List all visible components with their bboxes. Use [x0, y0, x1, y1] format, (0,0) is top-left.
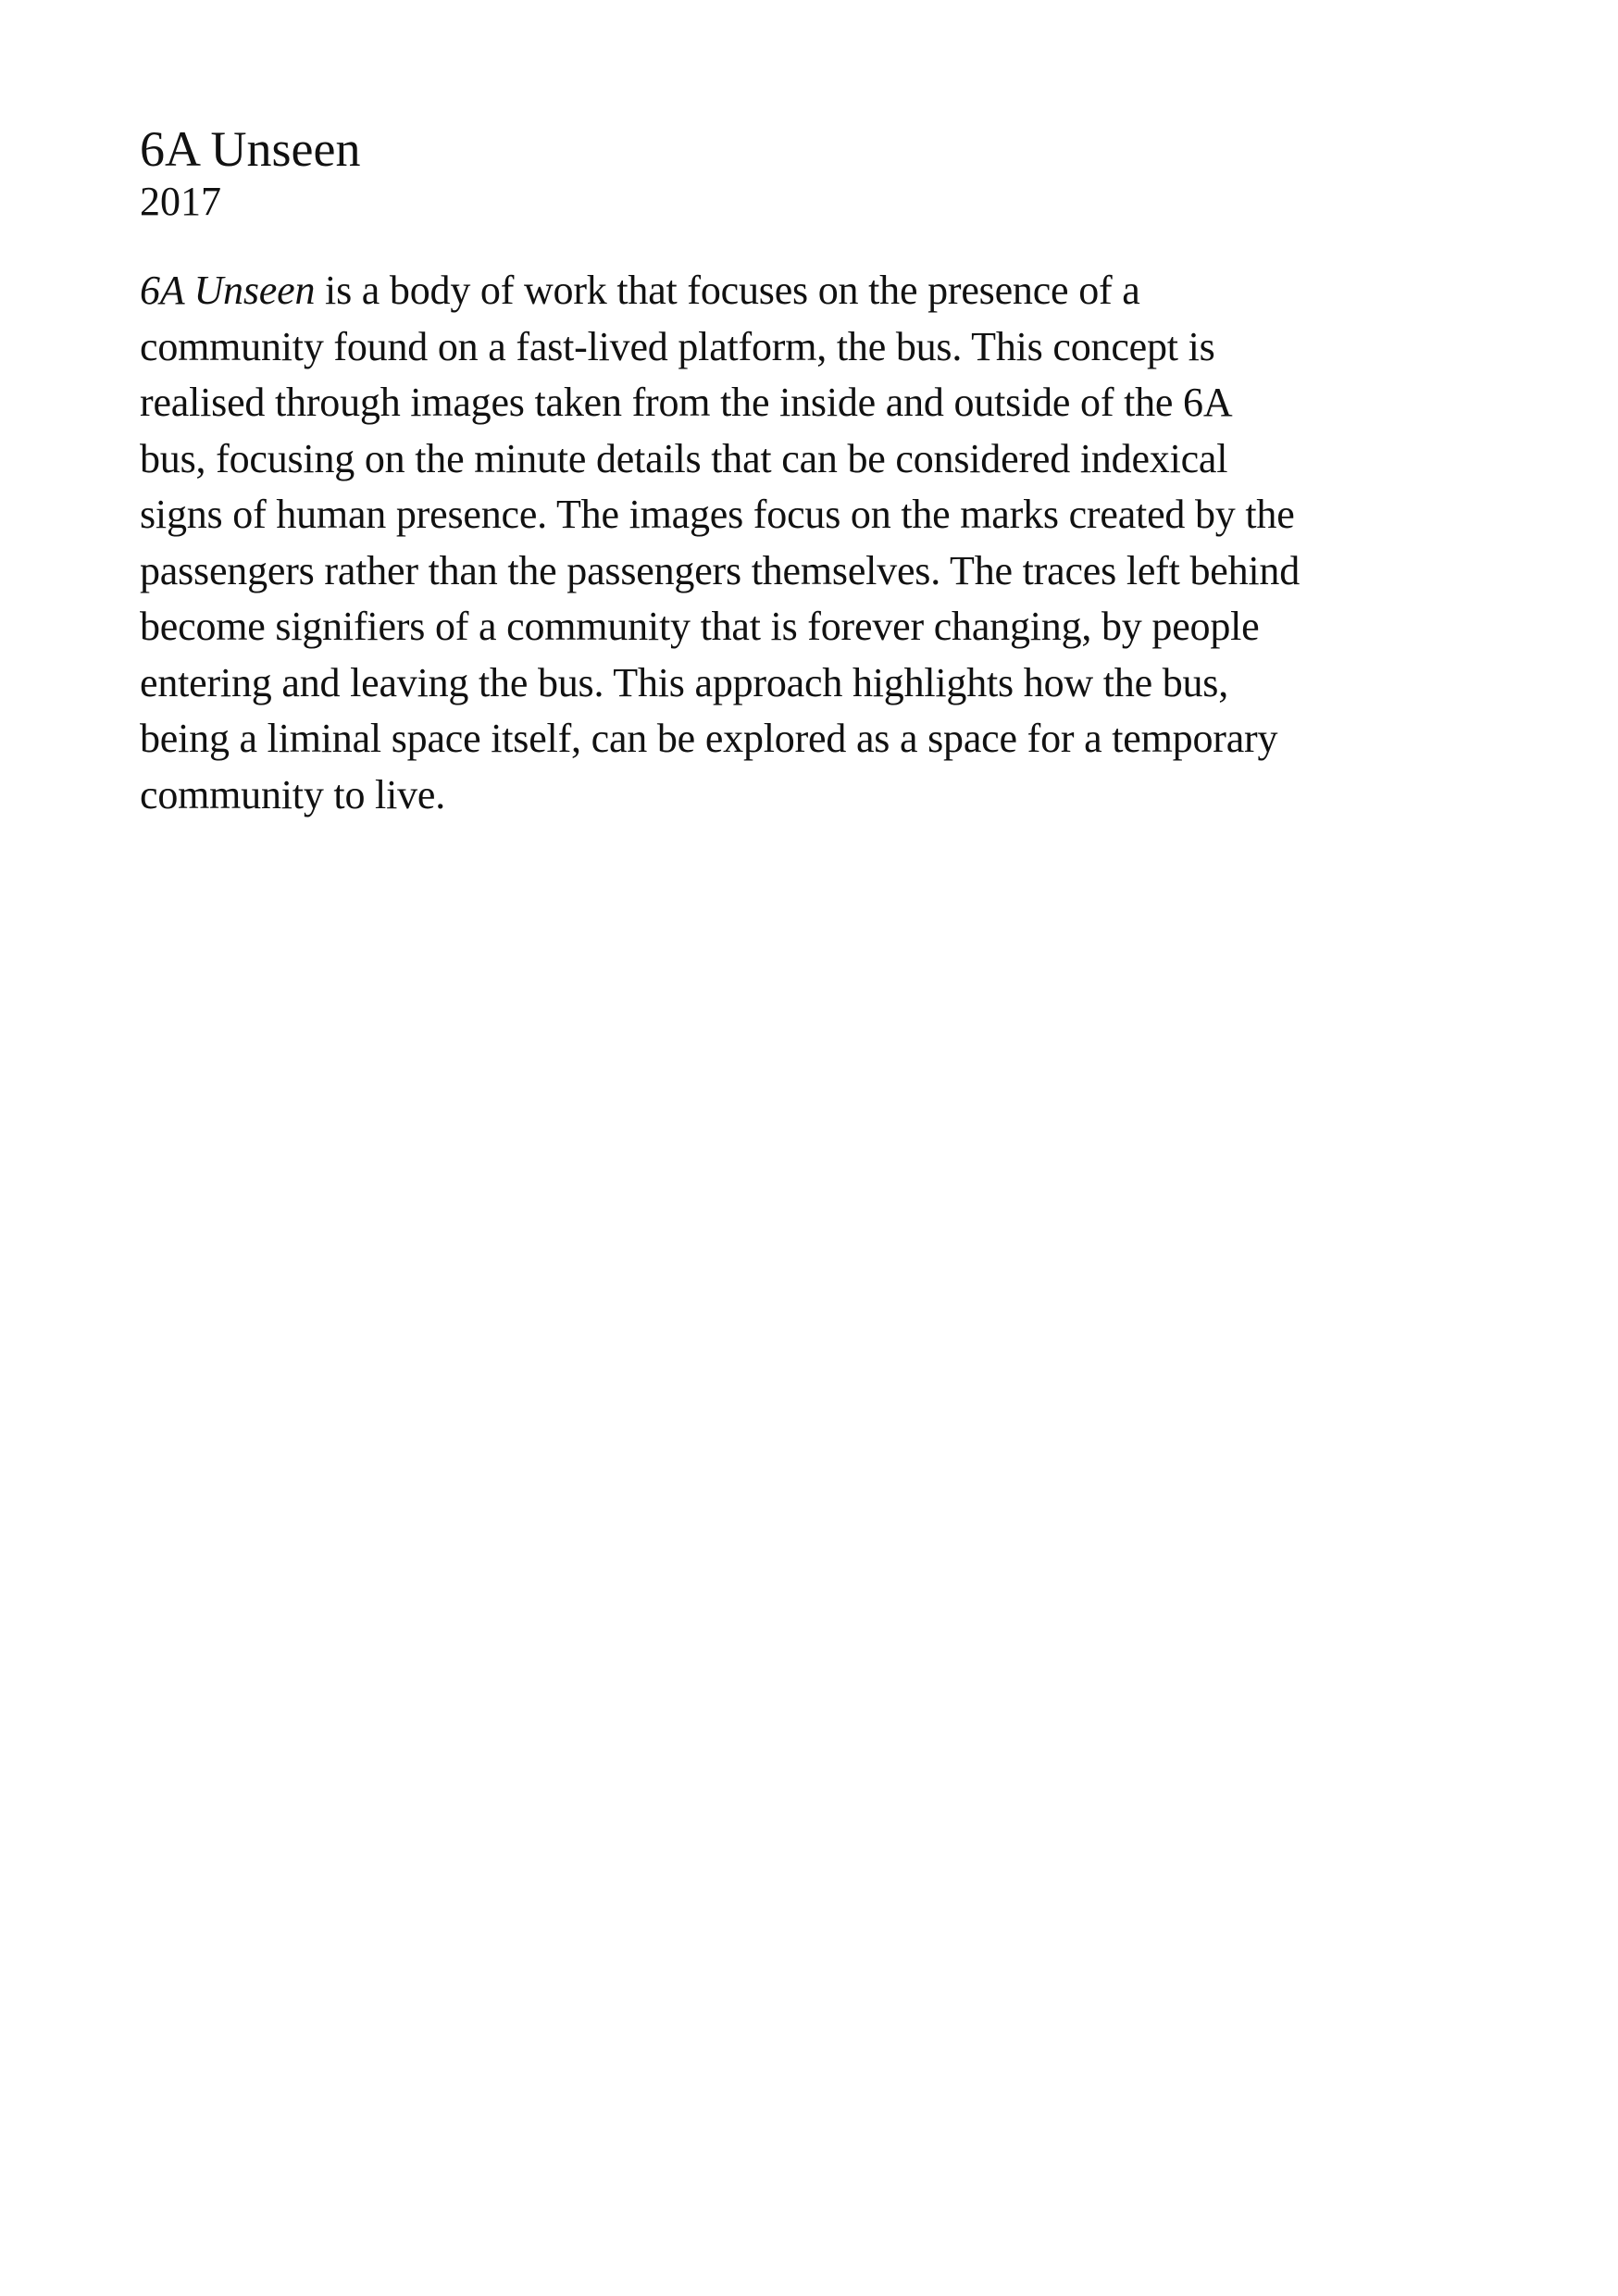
body-line: community to live. [140, 771, 446, 817]
body-line: passengers rather than the passengers themselves. The traces left behind [140, 547, 1301, 593]
body-line: become signifiers of a community that is forever changing, by people [140, 604, 1260, 649]
work-title-italic: 6A Unseen [140, 268, 316, 313]
body-line: being a liminal space itself, can be explored as a space for a temporary [140, 716, 1278, 761]
document-year: 2017 [140, 179, 221, 224]
first-line-rest: is a body of work that focuses on the presence of a [315, 268, 1140, 313]
body-line: signs of human presence. The images focus on the marks created by the [140, 492, 1295, 537]
body-line: entering and leaving the bus. This approach highlights how the bus, [140, 659, 1229, 705]
body-line: community found on a fast-lived platform, the bus. This concept is [140, 323, 1215, 369]
body-line: realised through images taken from the inside and outside of the 6A [140, 380, 1233, 425]
document-page [140, 120, 1510, 823]
document-body [140, 263, 1500, 823]
document-title: 6A Unseen [140, 121, 361, 177]
body-line [140, 263, 1500, 319]
body-line: bus, focusing on the minute details that can be considered indexical [140, 435, 1228, 481]
